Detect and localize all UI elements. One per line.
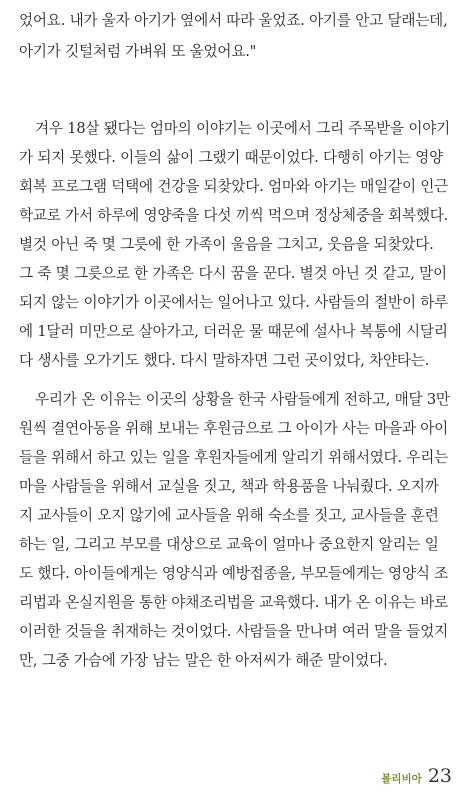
section-label: 볼리비아 [381,773,422,785]
body-line: 아기가 깃털처럼 가벼워 또 울었어요." [19,43,257,60]
body-line: 었어요. 내가 울자 아기가 옆에서 따라 울었죠. 아기를 안고 달래는데, [19,12,448,29]
page-number: 23 [427,765,452,787]
body-line: 마을 사람들을 위해서 교실을 짓고, 책과 학용품을 나눠줬다. 오지까 [19,478,439,495]
body-line: 겨우 18살 됐다는 엄마의 이야기는 이곳에서 그리 주목받을 이야기 [35,120,451,137]
page-footer [381,765,452,791]
body-line: 에 1달러 미만으로 살아가고, 더러운 물 때문에 설사나 복통에 시달리 [19,323,448,340]
body-line: 별것 아닌 죽 몇 그릇에 한 가족이 울음을 그치고, 웃음을 되찾았다. [19,236,434,253]
body-line: 원씩 결연아동을 위해 보내는 후원금으로 그 아이가 사는 마을과 아이 [19,420,449,437]
body-line: 다 생사를 오가기도 했다. 다시 말하자면 그런 곳이었다, 차얀타는. [19,352,430,369]
body-line: 학교로 가서 하루에 영양죽을 다섯 끼씩 먹으며 정상체중을 회복했다. [19,207,449,224]
body-line: 들을 위해서 하고 있는 일을 후원자들에게 알리기 위해서였다. 우리는 [19,449,449,466]
body-line: 하는 일, 그리고 부모를 대상으로 교육이 얼마나 중요한지 알리는 일 [19,536,439,553]
body-line: 지 교사들이 오지 않기에 교사들을 위해 숙소를 짓고, 교사들을 훈련 [19,507,439,524]
body-line: 우리가 온 이유는 이곳의 상황을 한국 사람들에게 전하고, 매달 3만 [35,391,450,408]
body-line: 이러한 것들을 취재하는 것이었다. 사람들을 만나며 여러 말을 들었지 [19,623,449,640]
body-line: 되지 않는 이야기가 이곳에서는 일어나고 있다. 사람들의 절반이 하루 [19,294,449,311]
body-line: 리법과 온실지원을 통한 야채조리법을 교육했다. 내가 온 이유는 바로 [19,594,449,611]
body-line: 회복 프로그램 덕택에 건강을 되찾았다. 엄마와 아기는 매일같이 인근 [19,178,449,195]
body-line: 도 했다. 아이들에게는 영양식과 예방접종을, 부모들에게는 영양식 조 [19,565,449,582]
body-line: 그 죽 몇 그릇으로 한 가족은 다시 꿈을 꾼다. 별것 아닌 것 같고, 말이 [19,265,447,282]
body-line: 가 되지 못했다. 이들의 삶이 그랬기 때문이었다. 다행히 아기는 영양 [19,149,444,166]
body-line: 만, 그중 가슴에 가장 남는 말은 한 아저씨가 해준 말이었다. [19,652,388,669]
